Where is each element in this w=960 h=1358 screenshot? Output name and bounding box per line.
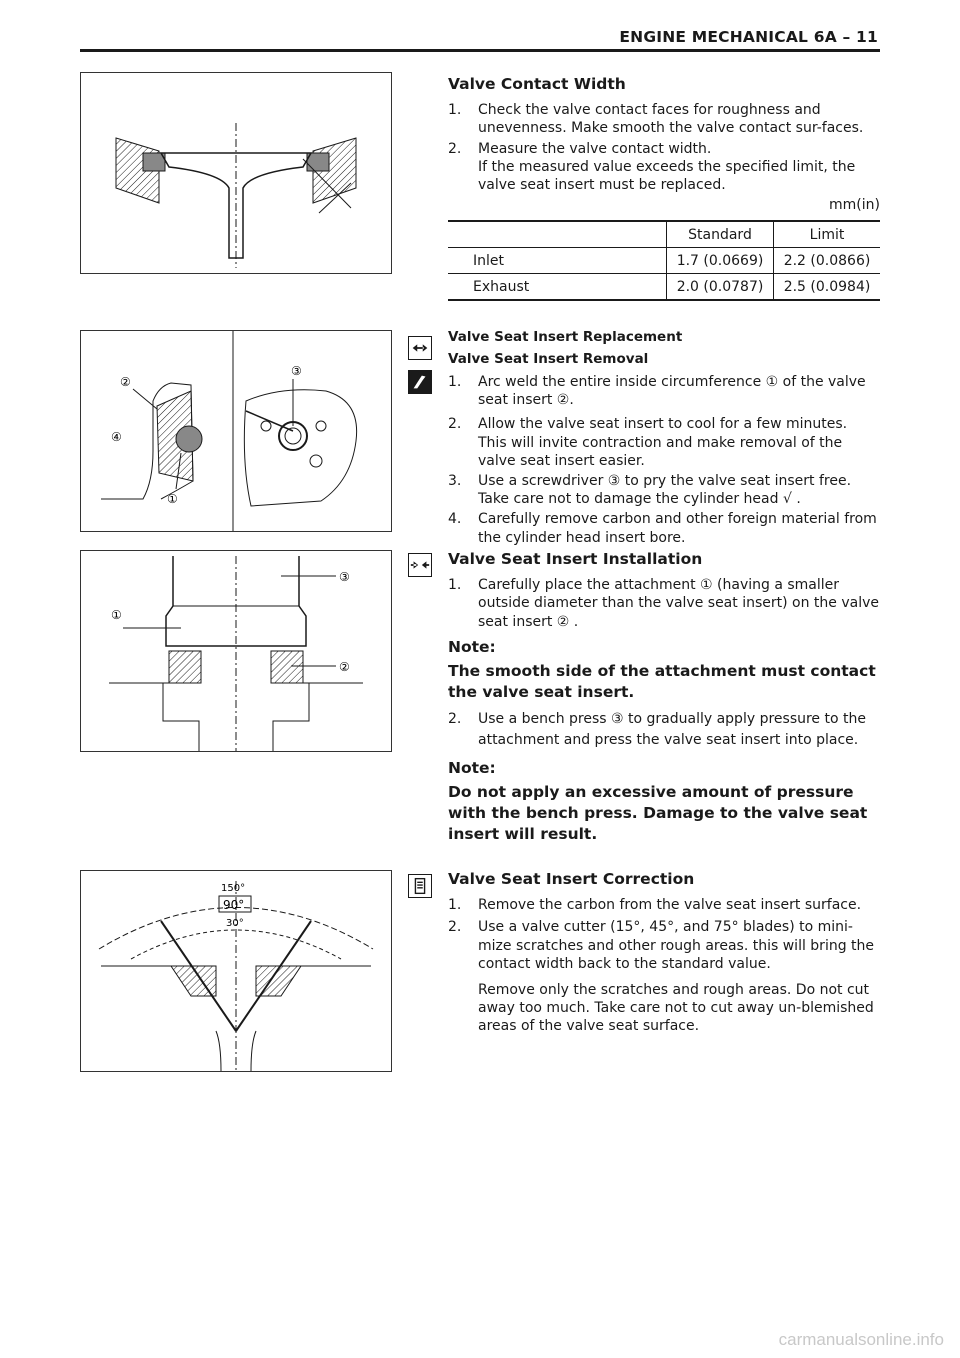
heading-insert-installation: Valve Seat Insert Installation	[448, 550, 703, 568]
figure-insert-installation	[80, 550, 392, 752]
note-label: Note:	[448, 759, 496, 778]
note-text: The smooth side of the attachment must contact the valve seat insert.	[448, 661, 876, 701]
heading-valve-contact-width: Valve Contact Width	[448, 75, 626, 93]
insert-removal-diagram	[81, 331, 391, 531]
list-item: 2. Use a bench press ③ to gradually apply pressure to the attachment and press the valve seat insert into place.	[448, 710, 866, 749]
callout-4: ④	[111, 430, 122, 444]
section-valve-contact-width	[448, 74, 880, 301]
watermark: carmanualsonline.info	[778, 1330, 944, 1349]
section-seat-correction	[448, 869, 880, 1037]
insert-installation-diagram	[81, 551, 391, 751]
figure-insert-removal	[80, 330, 392, 532]
heading-insert-removal: Valve Seat Insert Removal	[448, 350, 649, 367]
figure-valve-contact-width	[80, 72, 392, 274]
list-item: 4. Carefully remove carbon and other foreign material from the cylinder head insert bore.	[448, 511, 877, 546]
header-rule	[80, 49, 880, 52]
units-label: mm(in)	[829, 197, 880, 214]
note-label: Note:	[448, 637, 496, 656]
column-header-limit: Limit	[774, 221, 881, 248]
column-header-standard: Standard	[667, 221, 774, 248]
section-insert-installation	[448, 549, 880, 851]
removal-steps	[448, 373, 880, 547]
list-item: 2. Allow the valve seat insert to cool for a few minutes. This will invite contraction and make removal of the valve seat insert easier.	[448, 416, 848, 469]
page-title: ENGINE MECHANICAL 6A – 11	[619, 28, 878, 46]
inspection-icon	[408, 874, 432, 898]
figure-seat-correction	[80, 870, 392, 1072]
angle-30-label: 30°	[226, 918, 244, 929]
seat-correction-diagram	[81, 871, 391, 1071]
callout-2: ②	[120, 375, 131, 389]
disassembly-icon	[408, 336, 432, 360]
spec-table	[448, 220, 880, 301]
note-text: Do not apply an excessive amount of pressure with the bench press. Damage to the valve seat insert will result.	[448, 783, 868, 844]
valve-contact-diagram	[81, 73, 391, 273]
angle-150-label: 150°	[221, 883, 246, 894]
angle-90-label: 90°	[223, 898, 245, 912]
list-item: 1. Remove the carbon from the valve seat insert surface.	[448, 897, 862, 914]
callout-1: ①	[167, 492, 178, 506]
reassembly-icon	[408, 553, 432, 577]
callout-2: ②	[339, 660, 350, 674]
contact-width-steps	[448, 101, 880, 194]
callout-1: ①	[111, 608, 122, 622]
installation-steps	[448, 576, 880, 631]
callout-3: ③	[291, 364, 302, 378]
table-header-row	[448, 221, 880, 248]
heading-seat-correction: Valve Seat Insert Correction	[448, 870, 695, 888]
correction-steps	[448, 896, 880, 1035]
table-row: Exhaust 2.0 (0.0787) 2.5 (0.0984)	[448, 274, 880, 301]
special-tool-icon	[408, 370, 432, 394]
list-item: 1. Check the valve contact faces for roughness and unevenness. Make smooth the valve contact sur-faces.	[448, 102, 864, 137]
section-insert-replacement	[448, 329, 880, 549]
list-item: 2. Measure the valve contact width. If the measured value exceeds the specified limit, the valve seat insert must be replaced.	[448, 140, 856, 193]
installation-steps-continued	[448, 709, 880, 752]
list-item: 1. Carefully place the attachment ① (having a smaller outside diameter than the valve seat insert) on the valve seat insert ② .	[448, 577, 879, 630]
list-item: 2. Use a valve cutter (15°, 45°, and 75° blades) to mini-mize scratches and other rough areas. this will bring the contact width back to the standard value. Remove only the scratches and rough areas. Do not cut away too much. Take care not to cut away un-blemished areas of the valve seat surface.	[448, 919, 875, 1035]
list-item: 1. Arc weld the entire inside circumference ① of the valve seat insert ②.	[448, 374, 866, 409]
heading-insert-replacement: Valve Seat Insert Replacement	[448, 329, 683, 345]
callout-3: ③	[339, 570, 350, 584]
list-item: 3. Use a screwdriver ③ to pry the valve seat insert free. Take care not to damage the cylinder head √ .	[448, 473, 852, 508]
table-row: Inlet 1.7 (0.0669) 2.2 (0.0866)	[448, 248, 880, 274]
